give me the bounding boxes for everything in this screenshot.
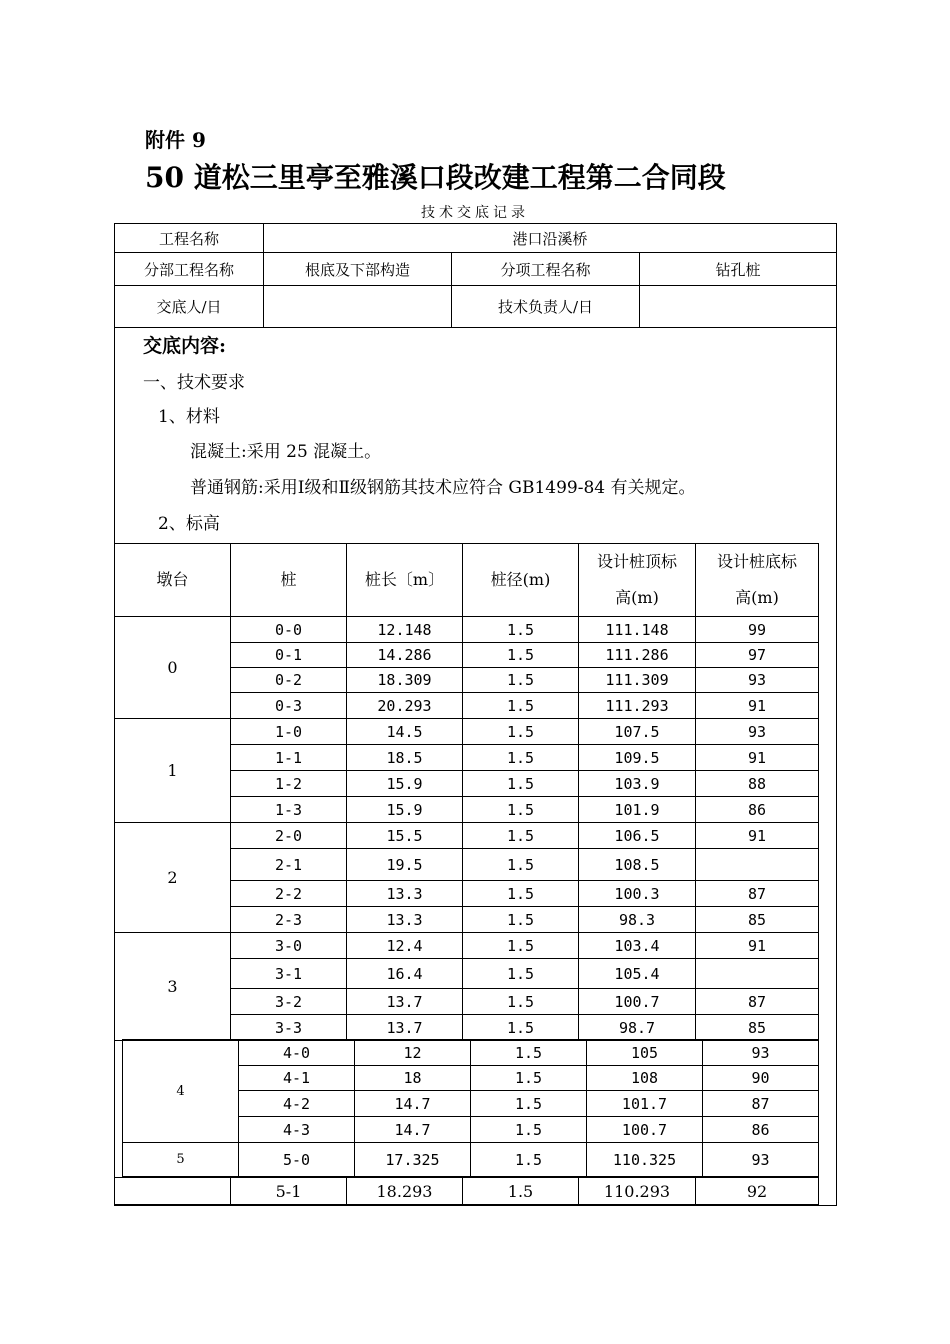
tech-lead-value (640, 286, 837, 328)
pile-id-cell: 4-3 (239, 1117, 355, 1143)
pile-diameter-cell: 1.5 (463, 849, 579, 881)
pile-id-cell: 5-0 (239, 1143, 355, 1177)
bottom-elevation-cell: 91 (696, 745, 819, 771)
pile-length-cell: 13.7 (347, 989, 463, 1015)
pier-cell: 4 (123, 1040, 239, 1143)
item-label: 分项工程名称 (452, 253, 640, 286)
top-elevation-cell: 111.309 (579, 668, 696, 693)
top-elevation-cell: 103.4 (579, 933, 696, 959)
top-elevation-cell: 107.5 (579, 719, 696, 745)
pile-length-cell: 20.293 (347, 693, 463, 719)
pile-id-cell: 5-1 (231, 1178, 347, 1205)
pile-diameter-cell: 1.5 (471, 1091, 587, 1117)
bottom-elevation-cell: 97 (696, 643, 819, 668)
header-pile: 桩 (231, 544, 347, 617)
pile-id-cell: 3-3 (231, 1015, 347, 1041)
project-info-table (114, 223, 837, 328)
bottom-elevation-cell (696, 959, 819, 989)
pile-length-cell: 18.5 (347, 745, 463, 771)
table-row (115, 1178, 819, 1205)
pile-id-cell: 0-2 (231, 668, 347, 693)
pile-length-cell: 13.3 (347, 881, 463, 907)
document-subtitle: 技术交底记录 (421, 205, 529, 221)
top-elevation-cell: 101.7 (587, 1091, 703, 1117)
pile-diameter-cell: 1.5 (471, 1040, 587, 1066)
subsection-materials: 1、材料 (158, 407, 220, 427)
pile-diameter-cell: 1.5 (463, 745, 579, 771)
subsection-elevation: 2、标高 (158, 514, 220, 534)
top-elevation-cell: 101.9 (579, 797, 696, 823)
pile-diameter-cell: 1.5 (463, 693, 579, 719)
sub-project-label: 分部工程名称 (115, 253, 264, 286)
top-elevation-cell: 109.5 (579, 745, 696, 771)
table-row (115, 617, 819, 643)
pile-id-cell: 0-1 (231, 643, 347, 668)
top-elevation-cell: 111.293 (579, 693, 696, 719)
bottom-elevation-cell: 87 (696, 989, 819, 1015)
pile-diameter-cell: 1.5 (471, 1143, 587, 1177)
pile-elevation-table-part2 (122, 1039, 819, 1177)
top-elevation-cell: 105 (587, 1040, 703, 1066)
top-elevation-cell: 111.148 (579, 617, 696, 643)
pile-id-cell: 0-3 (231, 693, 347, 719)
attachment-label: 附件 9 (145, 128, 206, 152)
pile-id-cell: 1-3 (231, 797, 347, 823)
pile-diameter-cell: 1.5 (471, 1066, 587, 1091)
tech-lead-label: 技术负责人/日 (452, 286, 640, 328)
top-elevation-cell: 110.325 (587, 1143, 703, 1177)
bottom-elevation-cell: 88 (696, 771, 819, 797)
pile-diameter-cell: 1.5 (463, 989, 579, 1015)
pile-length-cell: 13.7 (347, 1015, 463, 1041)
pile-length-cell: 18.293 (347, 1178, 463, 1205)
document-title: 50 道松三里亭至雅溪口段改建工程第二合同段 (145, 161, 726, 194)
pile-diameter-cell: 1.5 (463, 907, 579, 933)
bottom-elevation-cell: 90 (703, 1066, 819, 1091)
table-row (115, 719, 819, 745)
top-elevation-cell: 108.5 (579, 849, 696, 881)
bottom-elevation-cell (696, 849, 819, 881)
bottom-elevation-cell: 91 (696, 693, 819, 719)
bottom-elevation-cell: 92 (696, 1178, 819, 1205)
pier-cell: 3 (115, 933, 231, 1041)
header-pile-length: 桩长〔m〕 (347, 544, 463, 617)
pile-length-cell: 14.7 (355, 1091, 471, 1117)
top-elevation-cell: 103.9 (579, 771, 696, 797)
top-elevation-cell: 106.5 (579, 823, 696, 849)
table-row (123, 1143, 819, 1177)
pile-id-cell: 0-0 (231, 617, 347, 643)
pile-length-cell: 18 (355, 1066, 471, 1091)
pile-length-cell: 14.286 (347, 643, 463, 668)
pile-id-cell: 4-0 (239, 1040, 355, 1066)
pile-length-cell: 14.7 (355, 1117, 471, 1143)
pier-cell: 0 (115, 617, 231, 719)
bottom-elevation-cell: 86 (696, 797, 819, 823)
pile-id-cell: 1-2 (231, 771, 347, 797)
pile-id-cell: 3-2 (231, 989, 347, 1015)
pile-diameter-cell: 1.5 (463, 719, 579, 745)
pile-diameter-cell: 1.5 (471, 1117, 587, 1143)
pile-length-cell: 16.4 (347, 959, 463, 989)
section-technical-requirements: 一、技术要求 (143, 373, 245, 393)
table-row (115, 823, 819, 849)
pile-id-cell: 2-2 (231, 881, 347, 907)
pile-id-cell: 4-2 (239, 1091, 355, 1117)
sub-project-value: 根底及下部构造 (264, 253, 452, 286)
bottom-elevation-cell: 99 (696, 617, 819, 643)
pier-cell (115, 1178, 231, 1205)
top-elevation-cell: 105.4 (579, 959, 696, 989)
bottom-elevation-cell: 85 (696, 907, 819, 933)
table-row (115, 933, 819, 959)
handover-label: 交底人/日 (115, 286, 264, 328)
pile-length-cell: 17.325 (355, 1143, 471, 1177)
pile-length-cell: 19.5 (347, 849, 463, 881)
pile-id-cell: 1-0 (231, 719, 347, 745)
top-elevation-cell: 110.293 (579, 1178, 696, 1205)
bottom-elevation-cell: 91 (696, 823, 819, 849)
bottom-elevation-cell: 85 (696, 1015, 819, 1041)
pier-cell: 5 (123, 1143, 239, 1177)
rebar-line: 普通钢筋:采用Ⅰ级和Ⅱ级钢筋其技术应符合 GB1499-84 有关规定。 (190, 478, 696, 498)
pile-diameter-cell: 1.5 (463, 771, 579, 797)
pile-diameter-cell: 1.5 (463, 959, 579, 989)
content-heading: 交底内容: (143, 335, 227, 357)
pile-diameter-cell: 1.5 (463, 823, 579, 849)
pile-length-cell: 18.309 (347, 668, 463, 693)
pile-id-cell: 2-0 (231, 823, 347, 849)
pile-diameter-cell: 1.5 (463, 643, 579, 668)
concrete-line: 混凝土:采用 25 混凝土。 (190, 442, 382, 462)
pile-id-cell: 1-1 (231, 745, 347, 771)
item-value: 钻孔桩 (640, 253, 837, 286)
top-elevation-cell: 100.7 (587, 1117, 703, 1143)
top-elevation-cell: 100.3 (579, 881, 696, 907)
bottom-elevation-cell: 86 (703, 1117, 819, 1143)
pile-length-cell: 12.148 (347, 617, 463, 643)
pile-length-cell: 13.3 (347, 907, 463, 933)
bottom-elevation-cell: 93 (703, 1143, 819, 1177)
project-name-value: 港口沿溪桥 (264, 224, 837, 253)
table-row (123, 1040, 819, 1066)
pile-length-cell: 14.5 (347, 719, 463, 745)
header-pier: 墩台 (115, 544, 231, 617)
top-elevation-cell: 108 (587, 1066, 703, 1091)
pile-id-cell: 2-1 (231, 849, 347, 881)
top-elevation-cell: 111.286 (579, 643, 696, 668)
header-pile-diameter: 桩径(m) (463, 544, 579, 617)
pile-length-cell: 12.4 (347, 933, 463, 959)
header-bottom-elevation: 设计桩底标 高(m) (696, 544, 819, 617)
bottom-elevation-cell: 87 (696, 881, 819, 907)
top-elevation-cell: 98.7 (579, 1015, 696, 1041)
pile-diameter-cell: 1.5 (463, 881, 579, 907)
pile-id-cell: 3-1 (231, 959, 347, 989)
pile-diameter-cell: 1.5 (463, 1015, 579, 1041)
bottom-elevation-cell: 93 (696, 719, 819, 745)
pier-cell: 2 (115, 823, 231, 933)
pile-length-cell: 15.9 (347, 771, 463, 797)
pile-diameter-cell: 1.5 (463, 933, 579, 959)
pile-elevation-table-part3 (114, 1177, 819, 1205)
top-elevation-cell: 100.7 (579, 989, 696, 1015)
pile-length-cell: 15.5 (347, 823, 463, 849)
pile-id-cell: 2-3 (231, 907, 347, 933)
pier-cell: 1 (115, 719, 231, 823)
pile-length-cell: 12 (355, 1040, 471, 1066)
handover-value (264, 286, 452, 328)
header-top-elevation: 设计桩顶标 高(m) (579, 544, 696, 617)
project-name-label: 工程名称 (115, 224, 264, 253)
pile-diameter-cell: 1.5 (463, 668, 579, 693)
pile-length-cell: 15.9 (347, 797, 463, 823)
pile-diameter-cell: 1.5 (463, 1178, 579, 1205)
pile-id-cell: 4-1 (239, 1066, 355, 1091)
bottom-elevation-cell: 91 (696, 933, 819, 959)
bottom-elevation-cell: 93 (703, 1040, 819, 1066)
bottom-elevation-cell: 87 (703, 1091, 819, 1117)
pile-diameter-cell: 1.5 (463, 797, 579, 823)
bottom-elevation-cell: 93 (696, 668, 819, 693)
top-elevation-cell: 98.3 (579, 907, 696, 933)
pile-diameter-cell: 1.5 (463, 617, 579, 643)
pile-id-cell: 3-0 (231, 933, 347, 959)
pile-elevation-table (114, 543, 819, 1041)
